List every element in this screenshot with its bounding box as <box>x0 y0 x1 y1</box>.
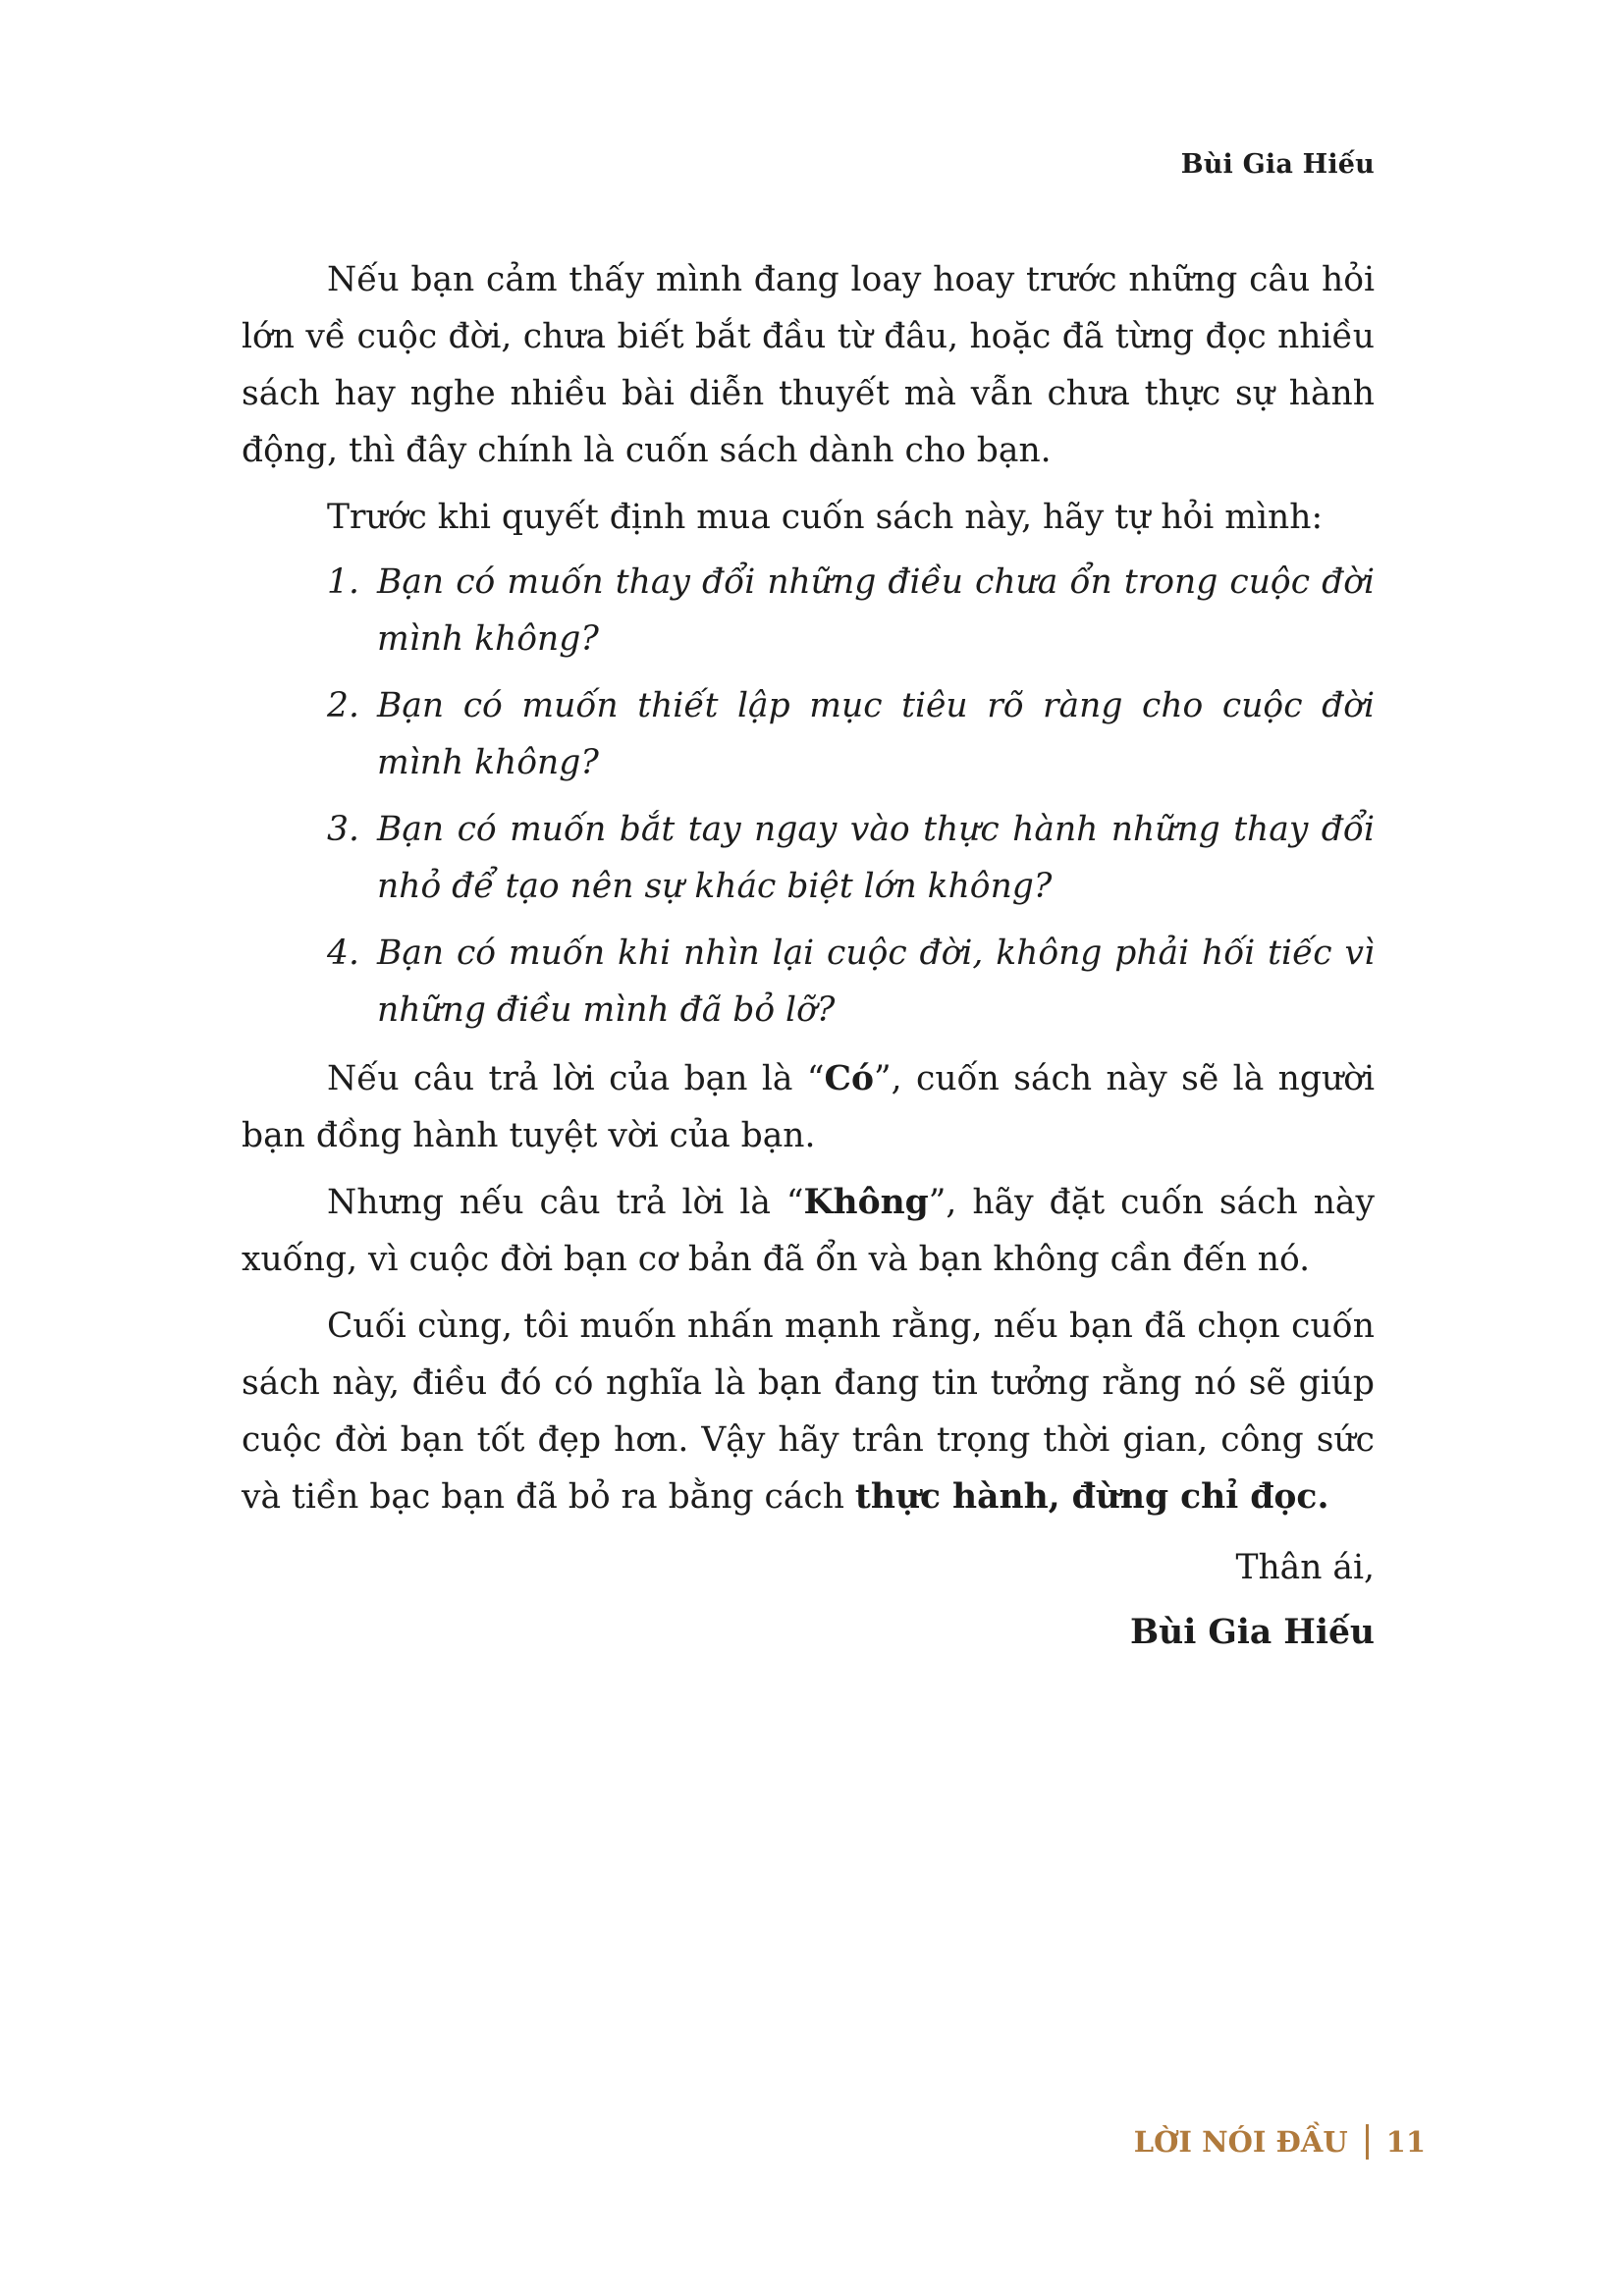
paragraph-final: Cuối cùng, tôi muốn nhấn mạnh rằng, nếu bạn đã chọn cuốn sách này, điều đó có nghĩa là bạn đang tin tưởng rằng nó sẽ giúp cuộc đời bạn tốt đẹp hơn. Vậy hãy trân trọng thời gian, công sức và tiền bạc bạn đã bỏ ra bằng cách thực hành, đừng chỉ đọc. <box>242 1307 1375 1517</box>
list-item: 1. Bạn có muốn thay đổi những điều chưa ổn trong cuộc đời mình không? <box>327 562 1375 659</box>
paragraph-no: Nhưng nếu câu trả lời là “Không”, hãy đặt cuốn sách này xuống, vì cuộc đời bạn cơ bản đã ổn và bạn không cần đến nó. <box>242 1183 1375 1279</box>
footer-section-title: LỜI NÓI ĐẦU <box>1133 2125 1348 2159</box>
page-number: 11 <box>1385 2125 1426 2159</box>
closing-text: Thân ái, <box>1235 1548 1375 1587</box>
list-item: 4. Bạn có muốn khi nhìn lại cuộc đời, không phải hối tiếc vì những điều mình đã bỏ lỡ? <box>327 934 1375 1030</box>
running-header-author: Bùi Gia Hiếu <box>1180 149 1375 180</box>
footer-divider <box>1366 2124 1369 2160</box>
signoff <box>242 1535 1375 1665</box>
paragraph-list-intro: Trước khi quyết định mua cuốn sách này, hãy tự hỏi mình: <box>327 498 1324 537</box>
question-list <box>242 554 1375 1039</box>
paragraph-yes: Nếu câu trả lời của bạn là “Có”, cuốn sách này sẽ là người bạn đồng hành tuyệt vời của bạn. <box>242 1059 1375 1155</box>
page-footer <box>1134 2124 1426 2160</box>
page-body <box>242 251 1375 1665</box>
list-item: 2. Bạn có muốn thiết lập mục tiêu rõ ràng cho cuộc đời mình không? <box>327 686 1375 782</box>
list-item: 3. Bạn có muốn bắt tay ngay vào thực hành những thay đổi nhỏ để tạo nên sự khác biệt lớn không? <box>327 810 1375 906</box>
paragraph-intro: Nếu bạn cảm thấy mình đang loay hoay trước những câu hỏi lớn về cuộc đời, chưa biết bắt đầu từ đâu, hoặc đã từng đọc nhiều sách hay nghe nhiều bài diễn thuyết mà vẫn chưa thực sự hành động, thì đây chính là cuốn sách dành cho bạn. <box>242 260 1375 470</box>
signature-author: Bùi Gia Hiếu <box>1129 1613 1375 1652</box>
